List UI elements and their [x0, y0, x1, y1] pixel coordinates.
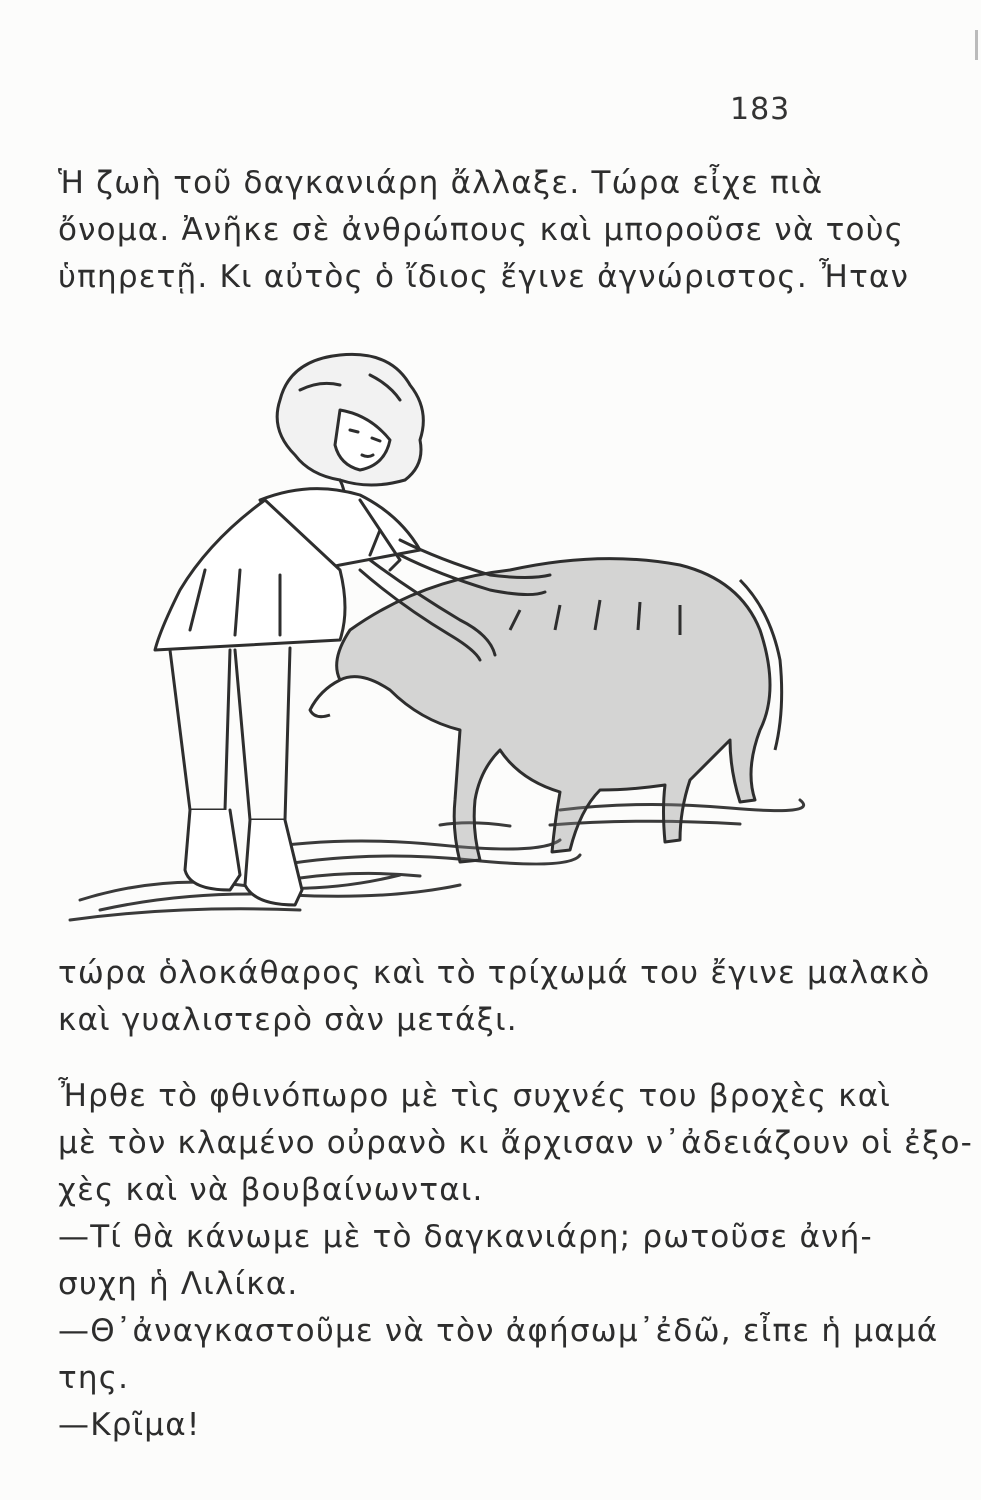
text-line: ὑπηρετῇ. Κι αὐτὸς ὁ ἴδιος ἔγινε ἀγνώριστος. Ἦταν: [58, 259, 910, 295]
text-line: —Θ᾿ἀναγκαστοῦμε νὰ τὸν ἀφήσωμ᾿ἐδῶ, εἶπε ἡ μαμά: [58, 1313, 939, 1349]
girl-and-dog-illustration: [40, 330, 840, 950]
text-line: μὲ τὸν κλαμένο οὐρανὸ κι ἄρχισαν ν᾿ἀδειάζουν οἱ ἐξο-: [58, 1125, 974, 1161]
text-line: τώρα ὁλοκάθαρος καὶ τὸ τρίχωμά του ἔγινε μαλακὸ: [58, 955, 931, 991]
text-line: —Κρῖμα!: [58, 1407, 201, 1443]
dog-figure: [310, 559, 782, 862]
text-line: Ἡ ζωὴ τοῦ δαγκανιάρη ἄλλαξε. Τώρα εἶχε πιὰ: [58, 165, 824, 201]
text-line: χὲς καὶ νὰ βουβαίνωνται.: [58, 1172, 484, 1208]
text-line: καὶ γυαλιστερὸ σὰν μετάξι.: [58, 1002, 518, 1038]
text-line: της.: [58, 1360, 130, 1396]
page-number: 183: [730, 92, 791, 127]
text-line: Ἦρθε τὸ φθινόπωρο μὲ τὶς συχνές του βροχὲς καὶ: [58, 1078, 892, 1114]
text-line: —Τί θὰ κάνωμε μὲ τὸ δαγκανιάρη; ρωτοῦσε ἀνή-: [58, 1219, 873, 1255]
page-edge-mark: [975, 30, 978, 60]
text-line: συχη ἡ Λιλίκα.: [58, 1266, 299, 1302]
text-line: ὄνομα. Ἀνῆκε σὲ ἀνθρώπους καὶ μποροῦσε νὰ τοὺς: [58, 212, 905, 248]
ground-shadow: [70, 800, 804, 920]
